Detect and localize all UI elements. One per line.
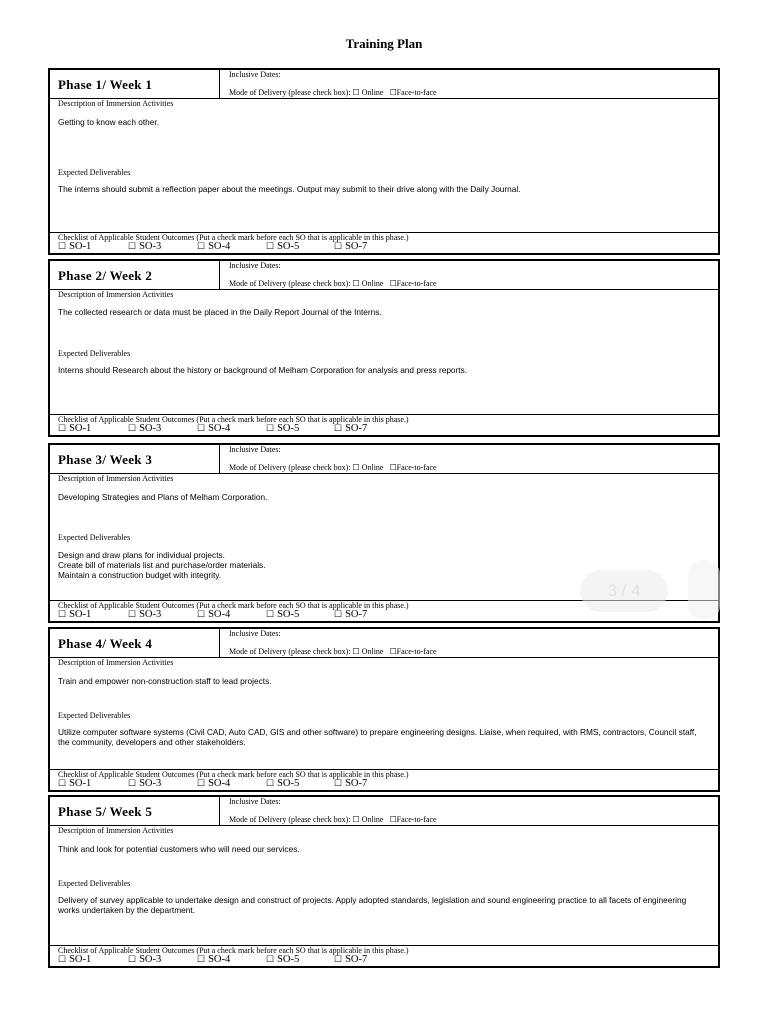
checklist-label: Checklist of Applicable Student Outcomes (Put a check mark before each SO that is applicable in this phase.): [58, 415, 409, 424]
so-item[interactable]: [266, 954, 299, 965]
so-item[interactable]: [197, 609, 230, 620]
face-to-face-label: Face-to-face: [396, 815, 437, 824]
so-item[interactable]: [266, 778, 299, 789]
mode-of-delivery: [229, 463, 437, 472]
checkbox-icon[interactable]: ☐: [334, 778, 343, 788]
checkbox-icon[interactable]: ☐: [266, 241, 275, 251]
description-text: Developing Strategies and Plans of Melham Corporation.: [58, 492, 268, 502]
phase-header: [50, 629, 719, 658]
deliverables-label: Expected Deliverables: [58, 349, 131, 358]
so-label: SO-4: [208, 423, 231, 434]
checkbox-icon[interactable]: ☐: [128, 241, 137, 251]
so-item[interactable]: [58, 954, 91, 965]
so-label: SO-3: [139, 241, 162, 252]
description-label: Description of Immersion Activities: [58, 99, 174, 108]
so-label: SO-7: [345, 609, 368, 620]
inclusive-dates-label: Inclusive Dates:: [229, 797, 281, 806]
so-item[interactable]: [334, 609, 367, 620]
so-label: SO-7: [345, 778, 368, 789]
description-label: Description of Immersion Activities: [58, 474, 174, 483]
description-text: Train and empower non-construction staff to lead projects.: [58, 676, 272, 686]
checkbox-icon[interactable]: ☐: [197, 954, 206, 964]
phase-title: Phase 1/ Week 1: [50, 70, 220, 98]
online-checkbox-icon[interactable]: ☐: [352, 463, 360, 472]
face-to-face-checkbox-icon[interactable]: ☐: [389, 279, 397, 288]
phase-header: [50, 70, 719, 99]
mode-of-delivery: [229, 88, 437, 97]
mode-label: Mode of Delivery (please check box):: [229, 815, 353, 824]
so-item[interactable]: [266, 241, 299, 252]
online-label: Online: [361, 88, 384, 97]
so-item[interactable]: [128, 241, 161, 252]
so-label: SO-5: [277, 954, 300, 965]
phase-header: [50, 445, 719, 474]
checkbox-icon[interactable]: ☐: [58, 241, 67, 251]
phase-title: Phase 5/ Week 5: [50, 797, 220, 825]
online-checkbox-icon[interactable]: ☐: [352, 88, 360, 97]
page-indicator: 3 / 4: [580, 570, 668, 612]
deliverables-text: Design and draw plans for individual projects. Create bill of materials list and purchase/order materials. Maintain a construction budget with integrity.: [58, 550, 266, 580]
phase-block: [48, 68, 720, 255]
page-indicator-shadow: [688, 560, 720, 620]
so-item[interactable]: [334, 954, 367, 965]
deliverables-label: Expected Deliverables: [58, 168, 131, 177]
online-label: Online: [361, 279, 384, 288]
checkbox-icon[interactable]: ☐: [197, 241, 206, 251]
so-label: SO-1: [69, 954, 92, 965]
mode-label: Mode of Delivery (please check box):: [229, 647, 353, 656]
checkbox-icon[interactable]: ☐: [266, 778, 275, 788]
checkbox-icon[interactable]: ☐: [58, 609, 67, 619]
online-label: Online: [361, 815, 384, 824]
so-label: SO-3: [139, 423, 162, 434]
phase-title: Phase 3/ Week 3: [50, 445, 220, 473]
deliverables-label: Expected Deliverables: [58, 533, 131, 542]
mode-label: Mode of Delivery (please check box):: [229, 279, 353, 288]
deliverables-text: Utilize computer software systems (Civil CAD, Auto CAD, GIS and other software) to prepare engineering designs. Liaise, when required, with RMS, contractors, Council staff, the community, developers and other stakeholders.: [58, 727, 697, 747]
deliverables-label: Expected Deliverables: [58, 711, 131, 720]
description-text: Think and look for potential customers who will need our services.: [58, 844, 300, 854]
mode-of-delivery: [229, 647, 437, 656]
checkbox-icon[interactable]: ☐: [197, 778, 206, 788]
checkbox-icon[interactable]: ☐: [266, 609, 275, 619]
face-to-face-checkbox-icon[interactable]: ☐: [389, 88, 397, 97]
so-item[interactable]: [58, 609, 91, 620]
so-item[interactable]: [128, 423, 161, 434]
so-item[interactable]: [197, 778, 230, 789]
so-item[interactable]: [334, 423, 367, 434]
checkbox-icon[interactable]: ☐: [58, 778, 67, 788]
phase-block: [48, 627, 720, 792]
mode-label: Mode of Delivery (please check box):: [229, 88, 353, 97]
so-item[interactable]: [128, 954, 161, 965]
so-label: SO-1: [69, 241, 92, 252]
so-item[interactable]: [266, 609, 299, 620]
description-label: Description of Immersion Activities: [58, 826, 174, 835]
description-label: Description of Immersion Activities: [58, 290, 174, 299]
phase-block: [48, 259, 720, 437]
so-label: SO-4: [208, 609, 231, 620]
so-label: SO-5: [277, 423, 300, 434]
so-item[interactable]: [266, 423, 299, 434]
checklist-label: Checklist of Applicable Student Outcomes (Put a check mark before each SO that is applicable in this phase.): [58, 601, 409, 610]
face-to-face-label: Face-to-face: [396, 463, 437, 472]
so-item[interactable]: [334, 778, 367, 789]
page-title: Training Plan: [345, 36, 423, 51]
so-item[interactable]: [58, 778, 91, 789]
checkbox-icon[interactable]: ☐: [128, 609, 137, 619]
so-label: SO-1: [69, 778, 92, 789]
so-label: SO-7: [345, 241, 368, 252]
so-checklist: [50, 769, 719, 790]
inclusive-dates-label: Inclusive Dates:: [229, 445, 281, 454]
inclusive-dates-label: Inclusive Dates:: [229, 261, 281, 270]
deliverables-text: The interns should submit a reflection paper about the meetings. Output may submit to their drive along with the Daily Journal.: [58, 184, 521, 194]
phase-title: Phase 4/ Week 4: [50, 629, 220, 657]
description-text: The collected research or data must be placed in the Daily Report Journal of the Interns.: [58, 307, 382, 317]
so-label: SO-3: [139, 778, 162, 789]
so-item[interactable]: [334, 241, 367, 252]
mode-of-delivery: [229, 815, 437, 824]
description-text: Getting to know each other.: [58, 117, 160, 127]
checkbox-icon[interactable]: ☐: [58, 954, 67, 964]
so-label: SO-7: [345, 954, 368, 965]
checkbox-icon[interactable]: ☐: [334, 609, 343, 619]
checklist-label: Checklist of Applicable Student Outcomes (Put a check mark before each SO that is applicable in this phase.): [58, 946, 409, 955]
so-label: SO-5: [277, 241, 300, 252]
phase-header: [50, 261, 719, 290]
so-item[interactable]: [197, 423, 230, 434]
so-label: SO-4: [208, 241, 231, 252]
so-label: SO-3: [139, 609, 162, 620]
phase-header: [50, 797, 719, 826]
checkbox-icon[interactable]: ☐: [334, 423, 343, 433]
so-item[interactable]: [128, 609, 161, 620]
checkbox-icon[interactable]: ☐: [58, 423, 67, 433]
face-to-face-checkbox-icon[interactable]: ☐: [389, 463, 397, 472]
checklist-label: Checklist of Applicable Student Outcomes (Put a check mark before each SO that is applicable in this phase.): [58, 233, 409, 242]
so-label: SO-4: [208, 778, 231, 789]
phase-title: Phase 2/ Week 2: [50, 261, 220, 289]
face-to-face-label: Face-to-face: [396, 647, 437, 656]
so-label: SO-5: [277, 778, 300, 789]
online-label: Online: [361, 463, 384, 472]
online-checkbox-icon[interactable]: ☐: [352, 279, 360, 288]
so-item[interactable]: [197, 954, 230, 965]
checkbox-icon[interactable]: ☐: [128, 423, 137, 433]
deliverables-label: Expected Deliverables: [58, 879, 131, 888]
phase-block: [48, 795, 720, 968]
mode-label: Mode of Delivery (please check box):: [229, 463, 353, 472]
description-label: Description of Immersion Activities: [58, 658, 174, 667]
so-item[interactable]: [197, 241, 230, 252]
checkbox-icon[interactable]: ☐: [197, 423, 206, 433]
so-checklist: [50, 414, 719, 435]
checkbox-icon[interactable]: ☐: [128, 778, 137, 788]
online-checkbox-icon[interactable]: ☐: [352, 815, 360, 824]
face-to-face-label: Face-to-face: [396, 88, 437, 97]
so-label: SO-4: [208, 954, 231, 965]
inclusive-dates-label: Inclusive Dates:: [229, 629, 281, 638]
mode-of-delivery: [229, 279, 437, 288]
checkbox-icon[interactable]: ☐: [334, 241, 343, 251]
checkbox-icon[interactable]: ☐: [128, 954, 137, 964]
checkbox-icon[interactable]: ☐: [197, 609, 206, 619]
online-label: Online: [361, 647, 384, 656]
so-checklist: [50, 232, 719, 253]
online-checkbox-icon[interactable]: ☐: [352, 647, 360, 656]
so-item[interactable]: [128, 778, 161, 789]
so-label: SO-3: [139, 954, 162, 965]
so-label: SO-5: [277, 609, 300, 620]
checkbox-icon[interactable]: ☐: [266, 423, 275, 433]
so-checklist: [50, 945, 719, 966]
face-to-face-checkbox-icon[interactable]: ☐: [389, 647, 397, 656]
so-item[interactable]: [58, 423, 91, 434]
inclusive-dates-label: Inclusive Dates:: [229, 70, 281, 79]
so-label: SO-1: [69, 423, 92, 434]
deliverables-text: Delivery of survey applicable to undertake design and construct of projects. Apply adopted standards, legislation and sound engineering practice to all facets of engineering works undertaken by the department.: [58, 895, 687, 915]
checkbox-icon[interactable]: ☐: [266, 954, 275, 964]
face-to-face-label: Face-to-face: [396, 279, 437, 288]
so-label: SO-1: [69, 609, 92, 620]
so-label: SO-7: [345, 423, 368, 434]
checklist-label: Checklist of Applicable Student Outcomes (Put a check mark before each SO that is applicable in this phase.): [58, 770, 409, 779]
so-item[interactable]: [58, 241, 91, 252]
deliverables-text: Interns should Research about the history or background of Melham Corporation for analysis and press reports.: [58, 365, 468, 375]
checkbox-icon[interactable]: ☐: [334, 954, 343, 964]
face-to-face-checkbox-icon[interactable]: ☐: [389, 815, 397, 824]
